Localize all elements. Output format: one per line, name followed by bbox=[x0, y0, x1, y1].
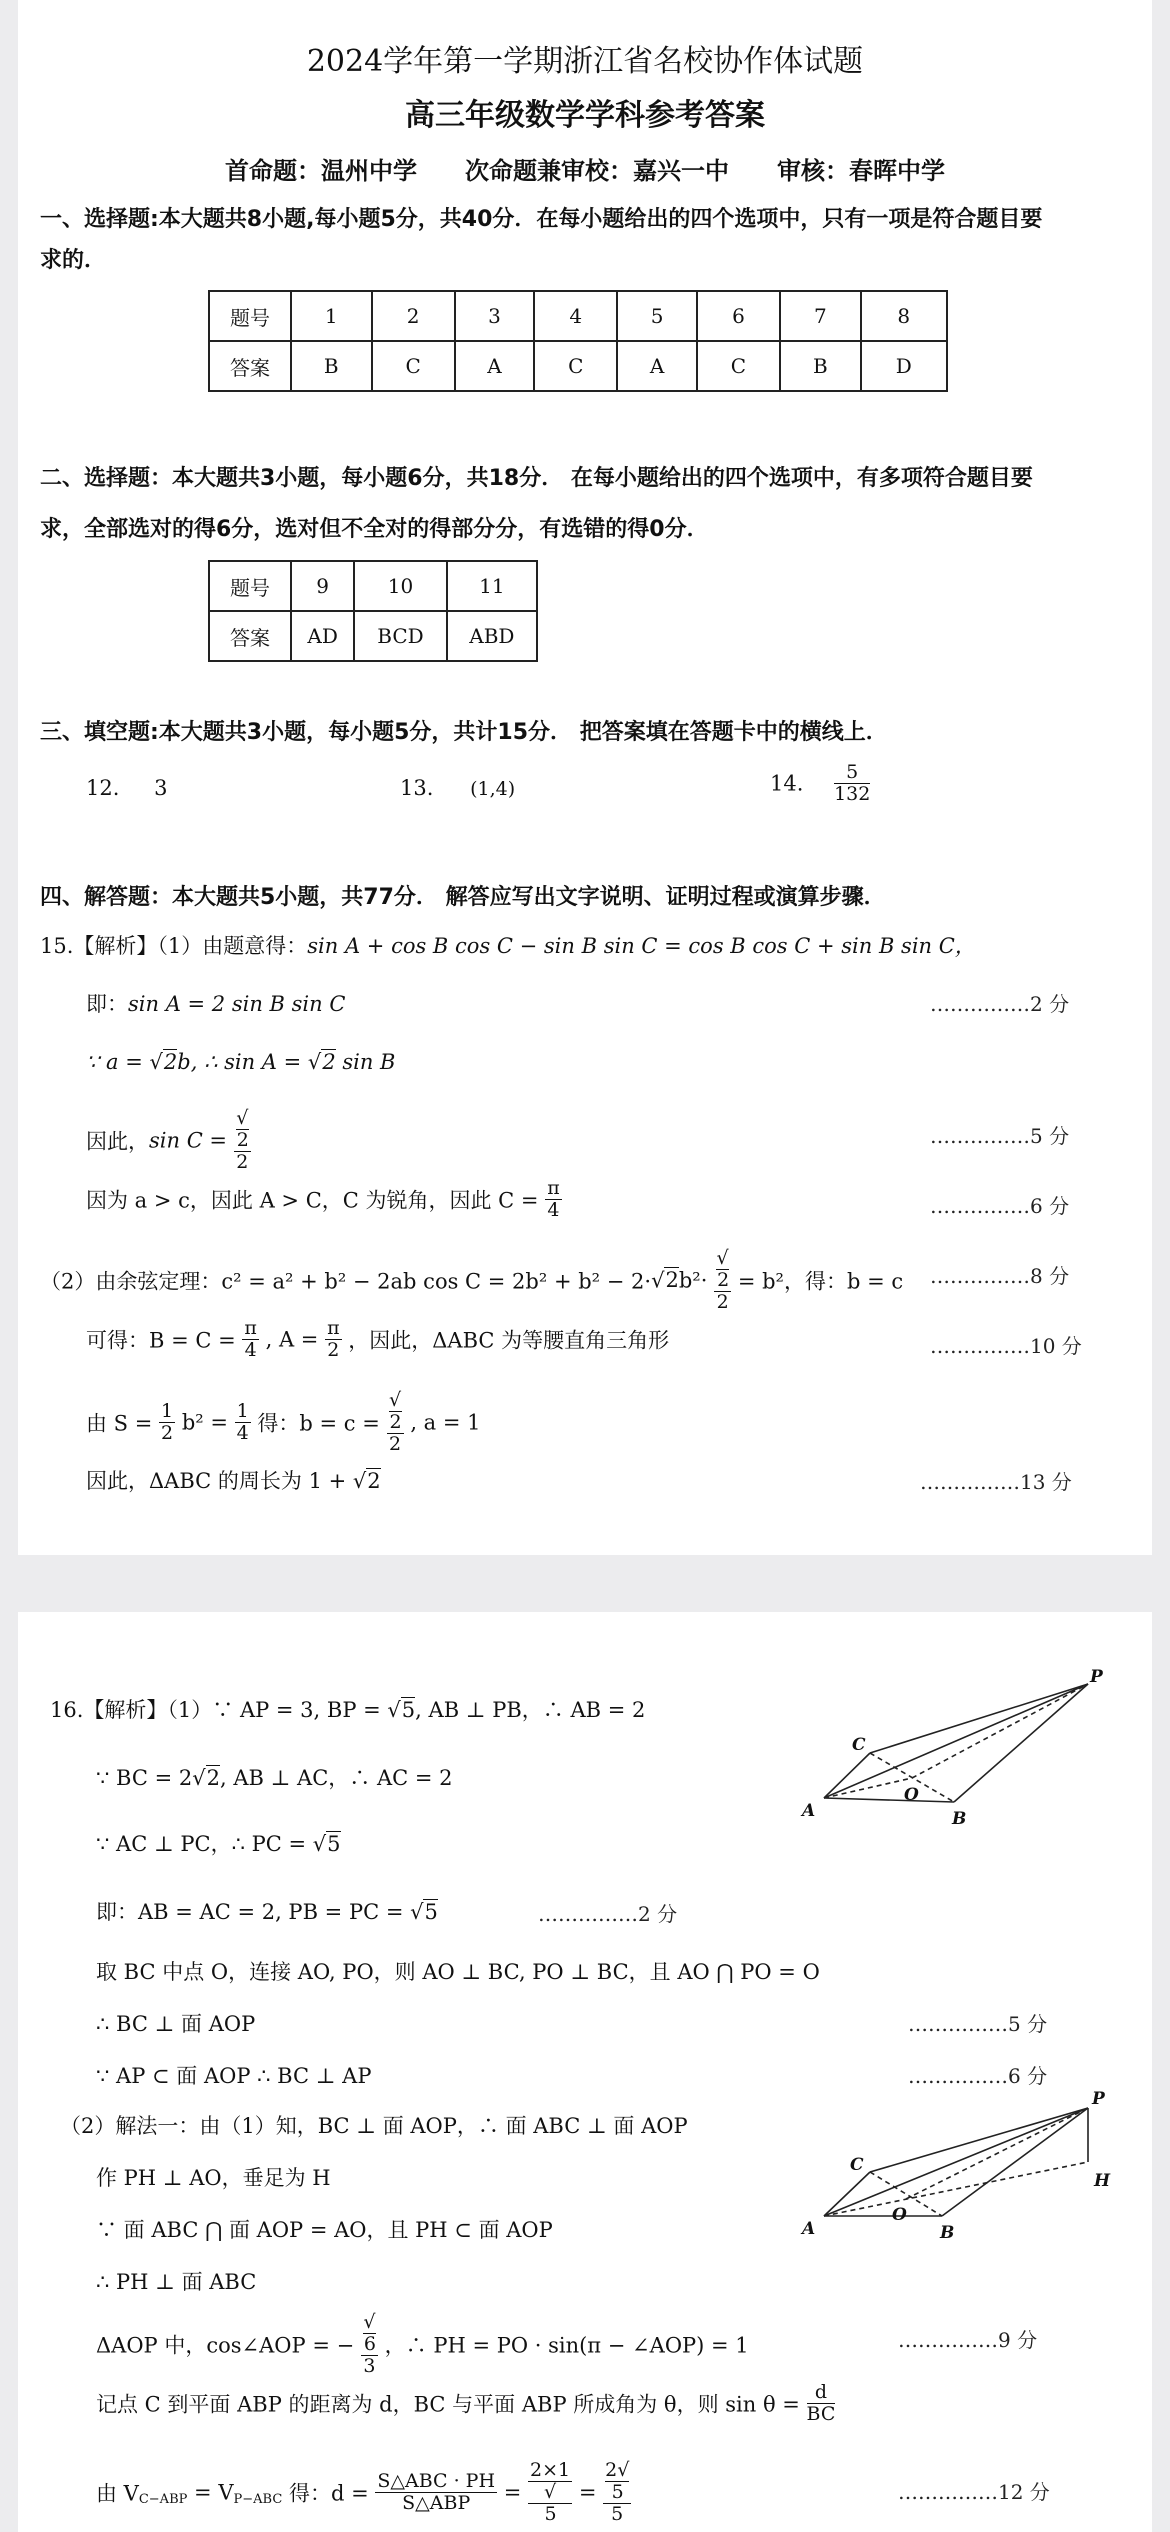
fraction bbox=[159, 1401, 175, 1444]
table-cell-answer: C bbox=[697, 341, 780, 391]
numerator: π bbox=[547, 1177, 560, 1199]
q16-line1: 16.【解析】（1）∵ AP = 3, BP = √5, AB ⊥ PB，∴ AB = 2 bbox=[50, 1698, 646, 1722]
sqrt-radicand: 2 bbox=[665, 1268, 679, 1293]
text: 因此，ΔABC 的周长为 1 + bbox=[86, 1469, 353, 1493]
table-row-answers bbox=[209, 611, 537, 661]
numerator: π bbox=[244, 1317, 257, 1339]
denominator: S△ABP bbox=[402, 2491, 471, 2514]
table-header-answer: 答案 bbox=[209, 611, 291, 661]
numerator: S△ABC · PH bbox=[377, 2469, 496, 2492]
edge-AB bbox=[824, 1798, 954, 1802]
text: ΔAOP 中，cos∠AOP = − bbox=[96, 2333, 355, 2358]
q15-score-2: ……………2 分 bbox=[930, 992, 1070, 1016]
text: = b²，得：b = c bbox=[737, 1269, 904, 1294]
section1-heading-cont: 求的． bbox=[40, 248, 107, 273]
table-cell-question: 8 bbox=[861, 291, 947, 341]
section1-heading: 一、选择题:本大题共8小题,每小题5分，共40分．在每小题给出的四个选项中，只有一项是符合题目要 bbox=[40, 207, 1043, 232]
q15-line5 bbox=[86, 1178, 562, 1221]
line-AH bbox=[824, 2162, 1088, 2216]
sqrt-radicand: 2 bbox=[367, 1469, 381, 1493]
text-prefix: 即： bbox=[86, 992, 128, 1016]
section4-heading: 四、解答题：本大题共5小题，共77分． 解答应写出文字说明、证明过程或演算步骤． bbox=[40, 885, 886, 910]
figure-label: H bbox=[1094, 2171, 1111, 2191]
table-row-answers bbox=[209, 341, 947, 391]
denominator: 132 bbox=[834, 782, 871, 805]
text: , AB ⊥ AC，∴ AC = 2 bbox=[220, 1766, 453, 1790]
table-cell-question: 9 bbox=[291, 561, 354, 611]
table-header-question: 题号 bbox=[209, 561, 291, 611]
table-row-questions bbox=[209, 561, 537, 611]
q16-line13 bbox=[96, 2382, 835, 2425]
q16-line9: 作 PH ⊥ AO，垂足为 H bbox=[96, 2166, 331, 2190]
table-cell-question: 5 bbox=[617, 291, 696, 341]
denominator: 4 bbox=[236, 1421, 249, 1444]
q15-eq1: sin A + cos B cos C − sin B sin C = cos B cos C + sin B sin C， bbox=[307, 934, 976, 958]
fraction: 2√ 5 5 bbox=[605, 2459, 630, 2525]
q16-score-6: ……………6 分 bbox=[908, 2064, 1048, 2088]
numerator: 5 bbox=[605, 2481, 629, 2503]
table-cell-answer: B bbox=[291, 341, 372, 391]
table-header-question: 题号 bbox=[209, 291, 291, 341]
fraction: √ 2 2 bbox=[234, 1108, 251, 1173]
sqrt-radicand: 5 bbox=[424, 1900, 438, 1924]
text: ，因此，ΔABC 为等腰直角三角形 bbox=[348, 1328, 670, 1353]
table-cell-question: 11 bbox=[447, 561, 537, 611]
table-cell-question: 10 bbox=[354, 561, 446, 611]
text: 由 V bbox=[96, 2481, 139, 2506]
table-cell-answer: D bbox=[861, 341, 947, 391]
text: 即：AB = AC = 2, PB = PC = bbox=[96, 1900, 411, 1924]
fraction bbox=[545, 1178, 562, 1221]
denominator: 2 bbox=[389, 1432, 402, 1455]
q15-line7 bbox=[86, 1318, 669, 1361]
text: （2）由余弦定理：c² = a² + b² − 2ab cos C = 2b² + b² − 2· bbox=[40, 1269, 652, 1294]
figure-label: C bbox=[852, 1735, 866, 1755]
q16-label: 16.【解析】 bbox=[50, 1698, 168, 1722]
item-number: 13. bbox=[400, 776, 434, 800]
text: = V bbox=[187, 2480, 234, 2505]
section2-heading: 二、选择题：本大题共3小题，每小题6分，共18分． 在每小题给出的四个选项中，有多项符合题目要 bbox=[40, 466, 1033, 491]
figure-label: B bbox=[940, 2223, 955, 2243]
q15-score-13: ……………13 分 bbox=[920, 1470, 1072, 1494]
figure-label: O bbox=[892, 2205, 907, 2225]
tetrahedron-figure-2 bbox=[788, 2088, 1128, 2258]
q15-line6: （2）由余弦定理：c² = a² + b² − 2ab cos C = 2b² + b² − 2·√2b²· √ 2 2 = b²，得：b = c bbox=[40, 1247, 904, 1313]
table-cell-answer: ABD bbox=[447, 611, 537, 661]
table-row-questions bbox=[209, 291, 947, 341]
q16-line2: ∵ BC = 2√2, AB ⊥ AC，∴ AC = 2 bbox=[96, 1766, 453, 1790]
q16-line6: ∴ BC ⊥ 面 AOP bbox=[96, 2012, 256, 2036]
q15-line1 bbox=[40, 930, 976, 960]
item-number: 14. bbox=[770, 771, 804, 796]
item-number: 12. bbox=[86, 776, 120, 800]
fraction: √ 2 2 bbox=[714, 1248, 731, 1313]
edge-AC bbox=[824, 1753, 870, 1798]
q16-line12 bbox=[96, 2312, 749, 2377]
q15-line3: ∵ a = √2b, ∴ sin A = √2 sin B bbox=[86, 1050, 396, 1074]
table-cell-answer: BCD bbox=[354, 611, 446, 661]
edge-AC bbox=[824, 2172, 870, 2216]
fraction bbox=[235, 1401, 251, 1444]
answer-sheet-page-2 bbox=[18, 1612, 1152, 2532]
subscript: C−ABP bbox=[138, 2492, 188, 2508]
denominator: 2 bbox=[716, 1290, 729, 1313]
text: 因为 a > c，因此 A > C，C 为锐角，因此 C = bbox=[86, 1188, 539, 1213]
section3-heading: 三、填空题:本大题共3小题，每小题5分，共计15分． 把答案填在答题卡中的横线上． bbox=[40, 720, 888, 745]
table-cell-answer: C bbox=[372, 341, 455, 391]
fraction: √ 6 3 bbox=[361, 2312, 378, 2377]
item-answer: 3 bbox=[154, 776, 168, 800]
q15-score-5: ……………5 分 bbox=[930, 1124, 1070, 1148]
sqrt-radicand: 5 bbox=[327, 1832, 341, 1856]
table-cell-answer: A bbox=[617, 341, 696, 391]
edge-BP bbox=[942, 2108, 1088, 2216]
edge-BP bbox=[954, 1684, 1088, 1802]
table-cell-question: 7 bbox=[780, 291, 861, 341]
denominator: BC bbox=[806, 2402, 836, 2425]
text: ，∴ PH = PO · sin(π − ∠AOP) = 1 bbox=[384, 2333, 749, 2358]
table-cell-question: 1 bbox=[291, 291, 372, 341]
equation: sin C = bbox=[149, 1128, 228, 1153]
q16-score-12: ……………12 分 bbox=[898, 2480, 1050, 2504]
q16-line8: （2）解法一：由（1）知，BC ⊥ 面 AOP，∴ 面 ABC ⊥ 面 AOP bbox=[60, 2114, 688, 2138]
table-cell-answer: A bbox=[455, 341, 534, 391]
q16-line10: ∵ 面 ABC ⋂ 面 AOP = AO，且 PH ⊂ 面 AOP bbox=[96, 2218, 553, 2242]
table-cell-question: 2 bbox=[372, 291, 455, 341]
sqrt-radicand: 5 bbox=[401, 1698, 416, 1722]
q15-line8 bbox=[86, 1390, 481, 1455]
figure-label: A bbox=[802, 1801, 816, 1821]
text: b²· bbox=[678, 1268, 708, 1293]
table-cell-answer: B bbox=[780, 341, 861, 391]
section2-heading-cont: 求，全部选对的得6分，选对但不全对的得部分分，有选错的得0分． bbox=[40, 517, 709, 542]
fraction: √ 2 2 bbox=[387, 1390, 404, 1455]
fraction bbox=[325, 1318, 342, 1361]
q16-line11: ∴ PH ⊥ 面 ABC bbox=[96, 2270, 257, 2294]
exam-subtitle: 高三年级数学学科参考答案 bbox=[405, 98, 765, 133]
denominator: 4 bbox=[244, 1338, 257, 1361]
table-cell-question: 6 bbox=[697, 291, 780, 341]
text: b, ∴ sin A = bbox=[177, 1050, 308, 1074]
denominator: 4 bbox=[547, 1198, 560, 1221]
exam-title: 2024学年第一学期浙江省名校协作体试题 bbox=[306, 44, 864, 79]
text: 得：b = c = bbox=[257, 1411, 380, 1436]
q16-line14: 由 $V_{C-ABP} = V_{P-ABC}$ 得：d = $\frac{\text{S△ABC · PH}}{\text{S△ABP}}$ = 2×1 √ 5 = 2√ 5 5 bbox=[96, 2459, 630, 2525]
denominator: 5 bbox=[611, 2502, 624, 2525]
denominator: 2 bbox=[236, 1150, 249, 1173]
sqrt-radicand: 2 bbox=[163, 1050, 178, 1074]
q15-line4 bbox=[86, 1108, 251, 1173]
numerator: π bbox=[327, 1317, 340, 1339]
denominator: 2 bbox=[327, 1338, 340, 1361]
text: , A = bbox=[265, 1327, 319, 1352]
fill-item-14 bbox=[770, 762, 870, 805]
table-cell-question: 4 bbox=[534, 291, 617, 341]
figure-label: C bbox=[850, 2155, 864, 2175]
figure-label: A bbox=[802, 2219, 816, 2239]
numerator: 5 bbox=[834, 762, 870, 784]
numerator: 1 bbox=[236, 1399, 249, 1422]
section1-answer-table bbox=[208, 290, 948, 392]
fraction bbox=[807, 2382, 836, 2425]
q16-line5: 取 BC 中点 O，连接 AO, PO，则 AO ⊥ BC, PO ⊥ BC，且 AO ⋂ PO = O bbox=[96, 1960, 820, 1984]
numerator: 1 bbox=[161, 1399, 174, 1422]
text: , a = 1 bbox=[410, 1410, 481, 1435]
table-cell-answer: AD bbox=[291, 611, 354, 661]
segment-AO bbox=[824, 1778, 912, 1798]
q15-score-10: ……………10 分 bbox=[930, 1334, 1082, 1358]
subscript: P−ABC bbox=[233, 2492, 283, 2508]
q16-line7: ∵ AP ⊂ 面 AOP ∴ BC ⊥ AP bbox=[96, 2064, 372, 2088]
fraction: 2×1 √ 5 bbox=[530, 2459, 571, 2525]
numerator: 2 bbox=[389, 1410, 402, 1433]
text: , AB ⊥ PB，∴ AB = 2 bbox=[415, 1698, 646, 1722]
sqrt-radicand: 2 bbox=[322, 1050, 336, 1074]
text: 得：d = bbox=[282, 2481, 369, 2506]
numerator: 2×1 bbox=[530, 2459, 571, 2481]
text: 记点 C 到平面 ABP 的距离为 d，BC 与平面 ABP 所成角为 θ，则 sin θ = bbox=[96, 2392, 800, 2417]
denominator: 3 bbox=[363, 2354, 376, 2377]
figure-label: O bbox=[904, 1785, 919, 1805]
fraction bbox=[242, 1318, 259, 1361]
denominator: 5 bbox=[528, 2503, 572, 2525]
text: 由 S = bbox=[86, 1411, 153, 1436]
numerator: d bbox=[807, 2382, 836, 2404]
q15-score-6: ……………6 分 bbox=[930, 1194, 1070, 1218]
tetrahedron-figure-1 bbox=[788, 1668, 1128, 1838]
q16-score-5: ……………5 分 bbox=[908, 2012, 1048, 2036]
text: sin B bbox=[335, 1050, 396, 1074]
q15-line2 bbox=[86, 988, 345, 1018]
numerator: 2 bbox=[717, 1268, 730, 1291]
text: ∵ BC = 2 bbox=[96, 1766, 193, 1790]
exam-credits: 首命题：温州中学 次命题兼审校：嘉兴一中 审核：春晖中学 bbox=[225, 156, 945, 185]
text: ∵ AC ⊥ PC，∴ PC = bbox=[96, 1832, 313, 1856]
q16-line4: 即：AB = AC = 2, PB = PC = √5 bbox=[96, 1900, 438, 1924]
text-prefix: 因此， bbox=[86, 1129, 149, 1154]
table-cell-answer: C bbox=[534, 341, 617, 391]
q15-label: 15.【解析】（1）由题意得： bbox=[40, 934, 308, 958]
q15-score-8: ……………8 分 bbox=[930, 1264, 1070, 1288]
q16-line3: ∵ AC ⊥ PC，∴ PC = √5 bbox=[96, 1832, 341, 1856]
numerator: 2 bbox=[236, 1128, 249, 1151]
figure-label: B bbox=[952, 1809, 967, 1829]
item-answer-fraction bbox=[834, 762, 870, 805]
figure-label: P bbox=[1090, 1668, 1103, 1687]
text: b² = bbox=[181, 1410, 228, 1435]
section2-answer-table bbox=[208, 560, 538, 662]
fill-item-12 bbox=[86, 776, 167, 800]
fill-item-13 bbox=[400, 776, 515, 800]
edge-AP bbox=[824, 2108, 1088, 2216]
q16-score-2: ……………2 分 bbox=[538, 1902, 678, 1926]
table-cell-question: 3 bbox=[455, 291, 534, 341]
denominator: 2 bbox=[161, 1421, 174, 1444]
text: ∵ a = bbox=[86, 1050, 150, 1074]
q16-score-9: ……………9 分 bbox=[898, 2328, 1038, 2352]
figure-label: P bbox=[1092, 2089, 1105, 2109]
sqrt-radicand: 2 bbox=[206, 1766, 220, 1790]
item-answer: (1,4) bbox=[470, 778, 516, 800]
equation: sin A = 2 sin B sin C bbox=[128, 992, 346, 1016]
answer-sheet-page-1 bbox=[18, 0, 1152, 1555]
numerator: 6 bbox=[363, 2332, 376, 2355]
q15-line9: 因此，ΔABC 的周长为 1 + √2 bbox=[86, 1469, 381, 1493]
table-header-answer: 答案 bbox=[209, 341, 291, 391]
fraction bbox=[375, 2471, 497, 2514]
text: （1）∵ AP = 3, BP = bbox=[167, 1698, 388, 1722]
text: 可得：B = C = bbox=[86, 1328, 236, 1353]
